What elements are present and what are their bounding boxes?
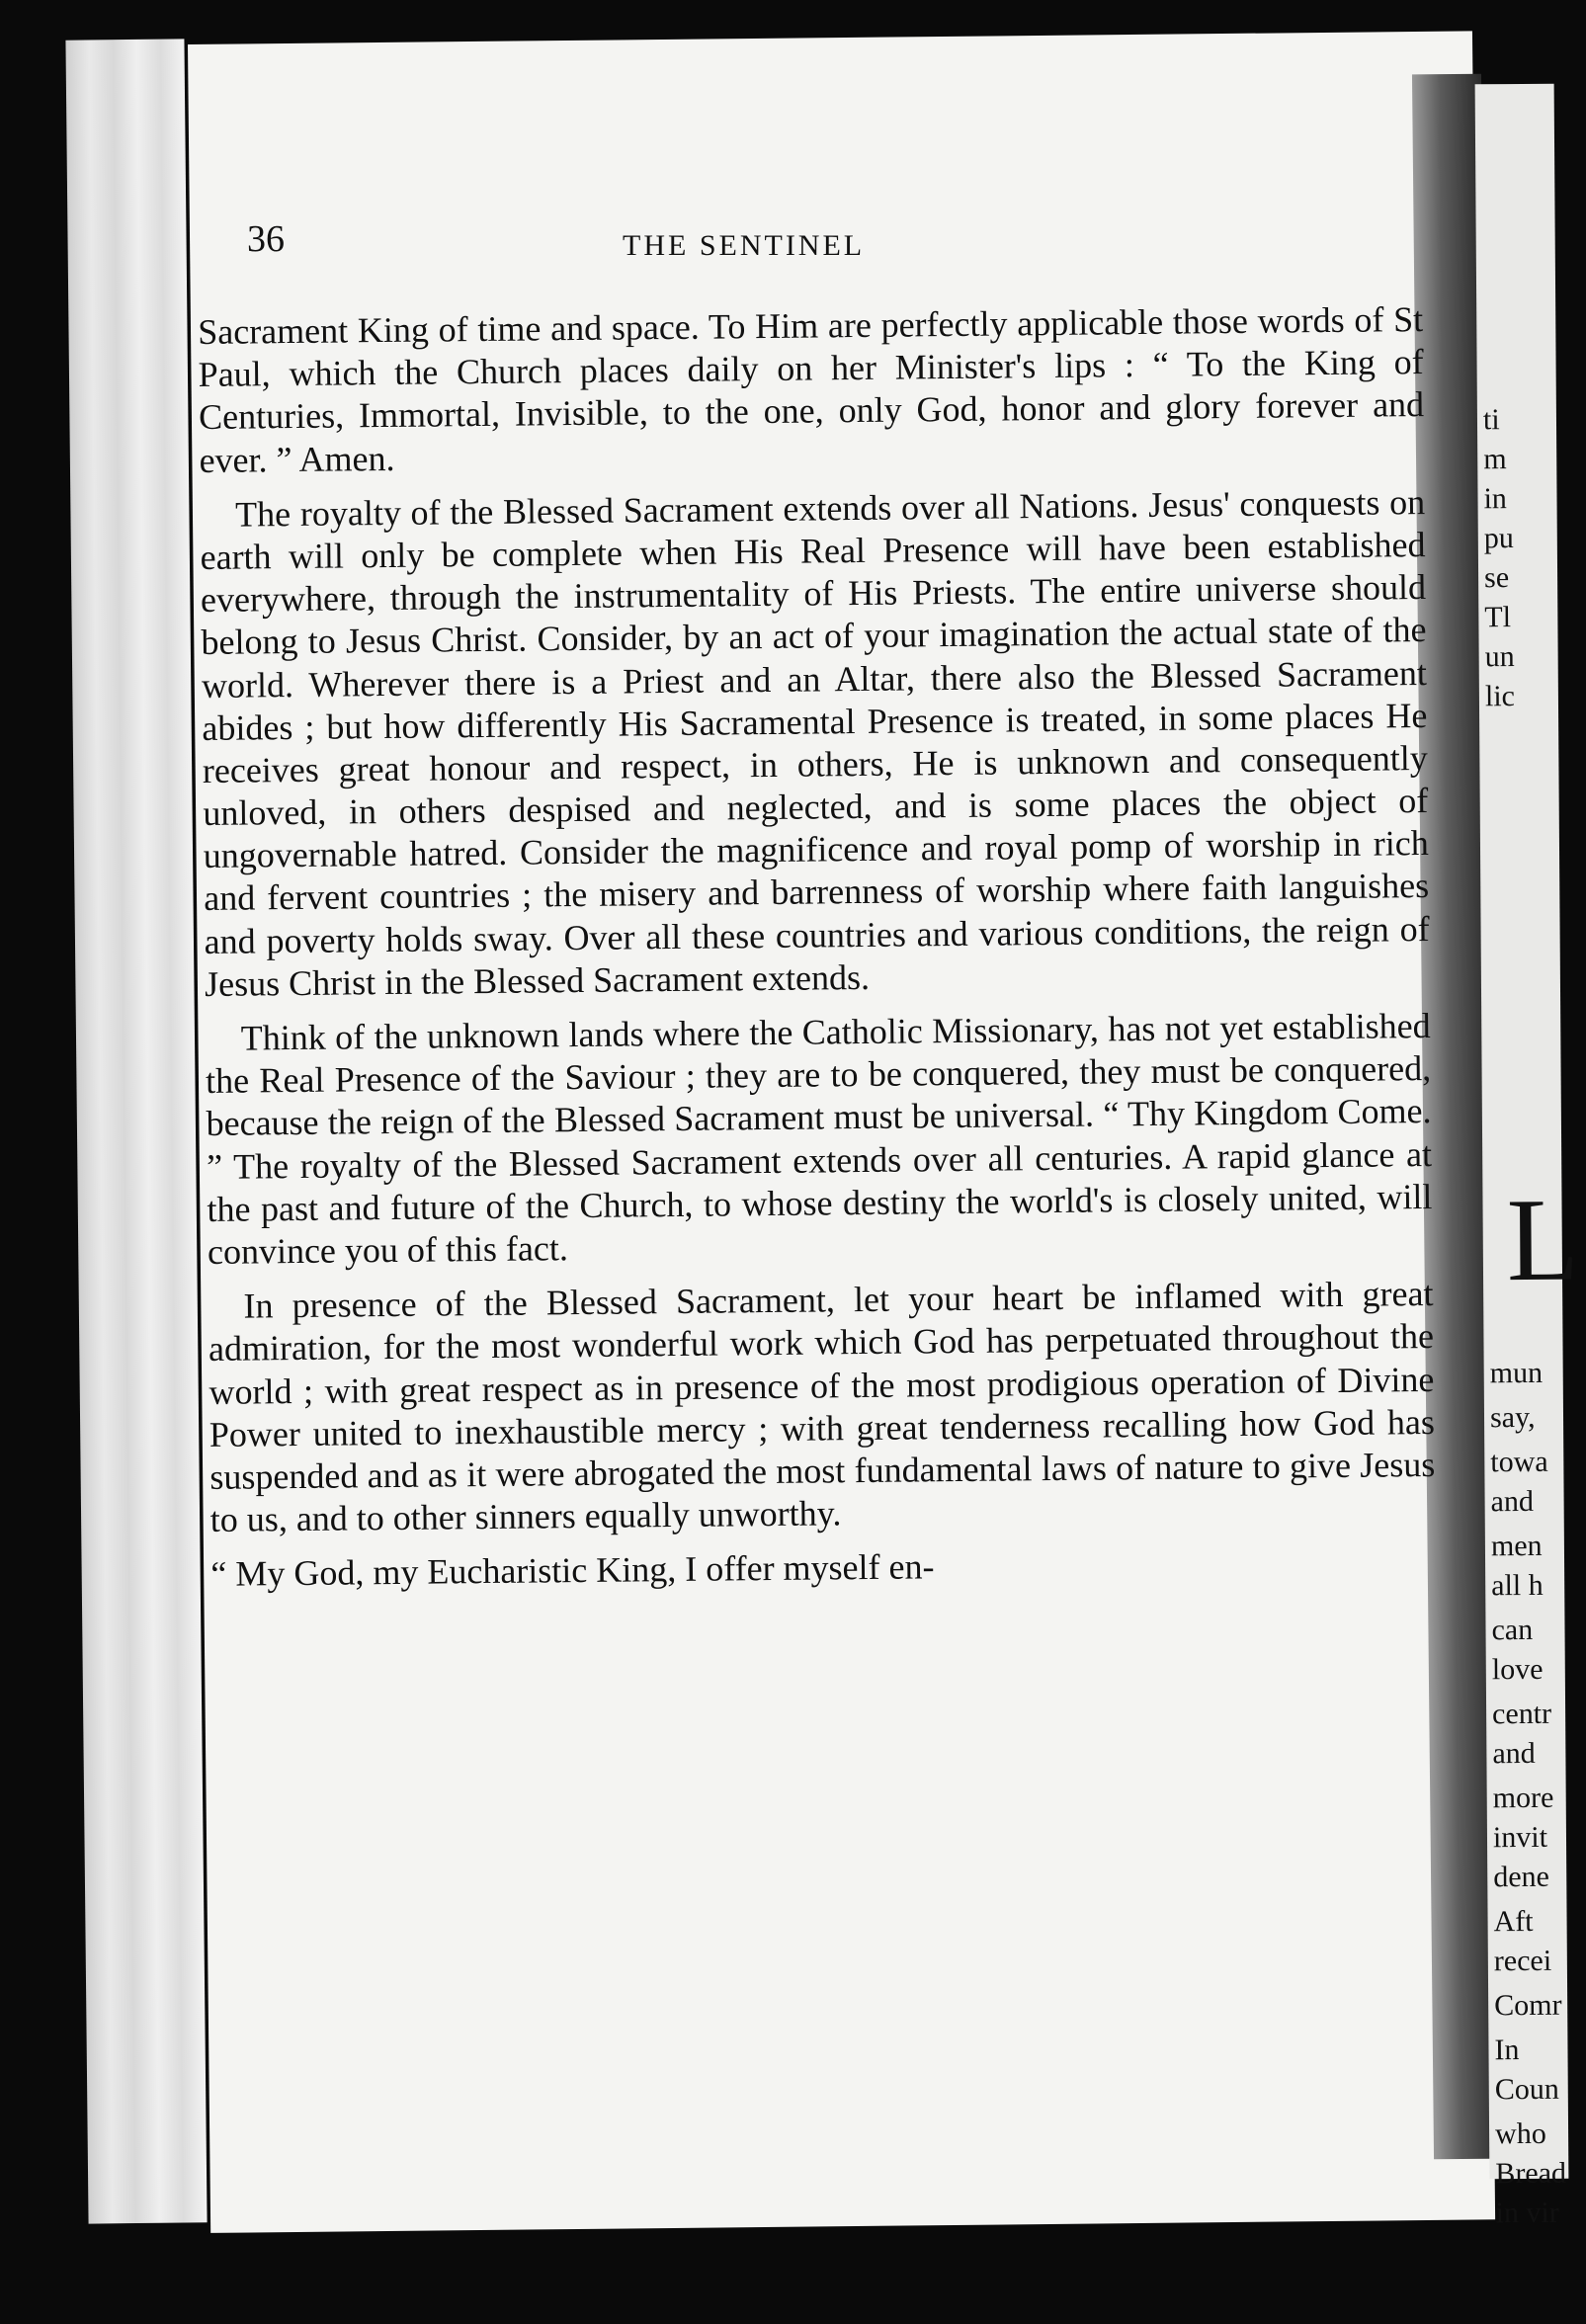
facing-page-fragment: who — [1494, 2116, 1546, 2151]
facing-page-fragment: in — [1483, 482, 1507, 516]
facing-page-fragment: say, — [1489, 1400, 1536, 1435]
facing-page-fragment: all h — [1491, 1568, 1544, 1603]
facing-page-fragment: and — [1492, 1736, 1536, 1771]
page-body-text — [198, 298, 1437, 1608]
facing-page-fragment: ti — [1482, 403, 1500, 437]
page-number: 36 — [247, 218, 285, 260]
facing-page-fragment: Bread — [1495, 2156, 1567, 2191]
facing-page-fragment: Aft — [1493, 1904, 1534, 1939]
facing-page-fragment: love — [1491, 1652, 1544, 1687]
facing-page-fragment: m — [1483, 443, 1507, 476]
facing-page-fragment: mun — [1489, 1356, 1544, 1390]
page-header — [247, 217, 1314, 277]
facing-page-fragment: centr — [1492, 1697, 1552, 1731]
facing-page-fragment: lic — [1484, 680, 1516, 713]
paragraph: In presence of the Blessed Sacrament, let your heart be inflamed with great admiration, for the most wonderful work which God has perpetuated throughout the world ; with great respect as in presence of the most prodigious operation of Divine Power united to inexhaustible mercy ; with great tenderness recalling how God has suspended and as it were abrogated the most fundamental laws of nature to give Jesus to us, and to other sinners equally unworthy. — [208, 1274, 1436, 1539]
paragraph: Think of the unknown lands where the Catholic Missionary, has not yet established the Real Presence of the Saviour ; they are to be conquered, they must be conquered, because the reign of the Blessed Sacrament must be universal. “ Thy Kingdom Come. ” The royalty of the Blessed Sacrament extends over all centuries. A rapid glance at the past and future of the Church, to whose destiny the world's is closely united, will convince you of this fact. — [205, 1005, 1433, 1272]
paragraph: Sacrament King of time and space. To Him are perfectly applicable those words of St Paul, which the Church places daily on her Minister's lips : “ To the King of Centuries, Immortal, Invisible, to the one, only God, honor and glory forever and ever. ” Amen. — [198, 299, 1425, 480]
running-head: THE SENTINEL — [623, 229, 866, 262]
facing-page-fragment: and — [1490, 1484, 1535, 1519]
facing-page-fragment: dene — [1493, 1860, 1550, 1894]
facing-page-fragment: se — [1483, 561, 1510, 595]
facing-page-fragment: Comr — [1494, 1988, 1562, 2023]
page-edge-stack — [65, 39, 207, 2223]
facing-page-fragment: invit — [1492, 1820, 1548, 1855]
paragraph: The royalty of the Blessed Sacrament extends over all Nations. Jesus' conquests on earth will only be complete when His Real Presence will have been established everywhere, through the instrumentality of His Priests. The entire universe should belong to Jesus Christ. Consider, by an act of your imagination the actual state of the world. Wherever there is a Priest and an Altar, there also the Blessed Sacrament abides ; but how differently His Sacramental Presence is treated, in some places He receives great honour and respect, in others, He is unknown and consequently unloved, in others despised and neglected, and is some places the object of ungovernable hatred. Consider the magnificence and royal pomp of worship in rich and fervent countries ; the misery and barrenness of worship where faith languishes and poverty holds sway. Over all these countries and various conditions, the reign of Jesus Christ in the Blessed Sacrament extends. — [200, 481, 1430, 1004]
facing-page-fragment: recei — [1493, 1944, 1552, 1978]
facing-page-fragment: men — [1490, 1529, 1543, 1563]
facing-page-fragment: un — [1484, 640, 1515, 674]
facing-page-fragment: In — [1494, 2034, 1520, 2067]
facing-page-drop-cap: L — [1506, 1173, 1580, 1306]
facing-page-fragment: can — [1491, 1613, 1534, 1647]
facing-page-edge — [1475, 84, 1580, 2230]
facing-page-fragment: Coun — [1494, 2072, 1559, 2107]
facing-page-fragment: in vir — [1495, 2196, 1559, 2230]
facing-page-fragment: towa — [1490, 1445, 1548, 1479]
facing-page-fragment: more — [1492, 1781, 1554, 1815]
paragraph: “ My God, my Eucharistic King, I offer myself en- — [210, 1546, 935, 1595]
facing-page-fragment: Tl — [1484, 601, 1512, 634]
facing-page-fragment: pu — [1483, 522, 1514, 555]
